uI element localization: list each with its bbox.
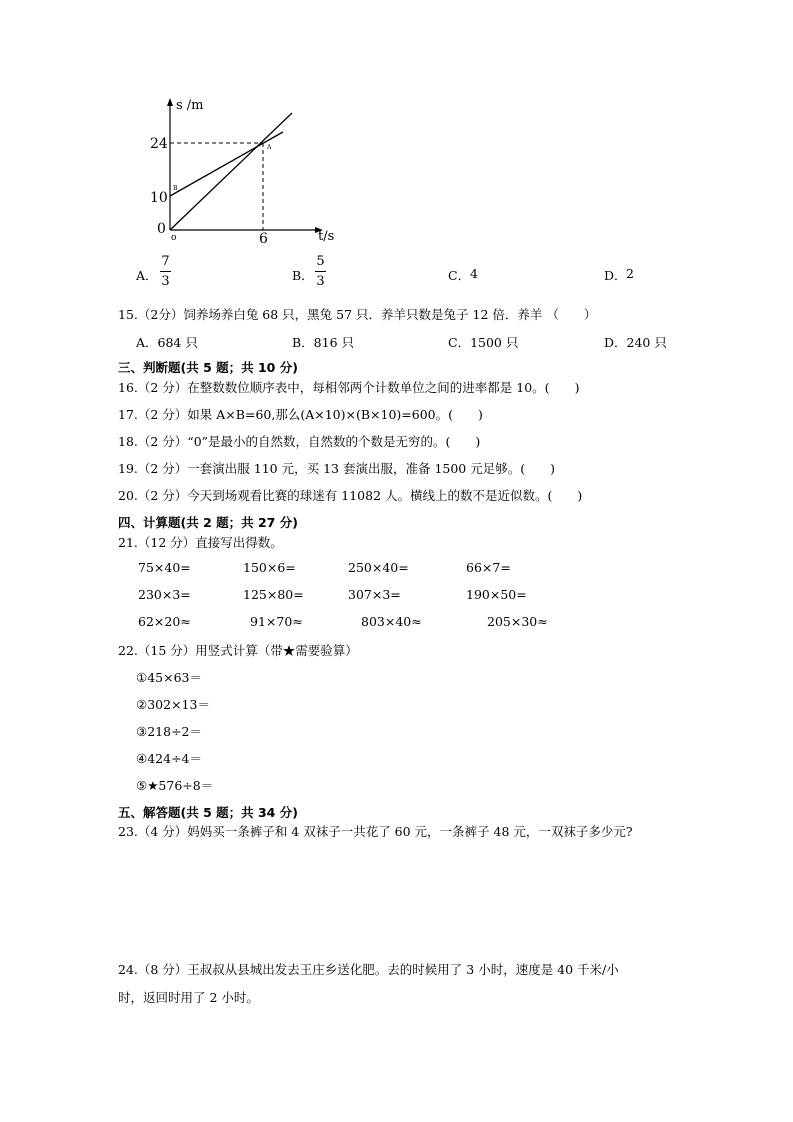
origin-zero: 0 <box>157 221 166 237</box>
q16: 16.（2 分）在整数数位顺序表中，每相邻两个计数单位之间的进率都是 10。( ) <box>118 380 580 395</box>
q15-option-b: B．816 只 <box>292 335 355 350</box>
q21-item: 230×3= <box>138 587 191 602</box>
q21-item: 307×3= <box>348 587 401 602</box>
q21-item: 75×40= <box>138 560 191 575</box>
q21-item: 91×70≈ <box>250 614 303 629</box>
q21-title: 21.（12 分）直接写出得数。 <box>118 535 283 550</box>
section-4-title: 四、计算题(共 2 题；共 27 分) <box>118 515 298 530</box>
q23: 23.（4 分）妈妈买一条裤子和 4 双袜子一共花了 60 元，一条裤子 48 元，一双袜子多少元? <box>118 824 633 839</box>
q15-question: 15.（2分）饲养场养白兔 68 只，黑兔 57 只．养羊只数是兔子 12 倍．养羊 （ ） <box>118 307 597 322</box>
q18: 18.（2 分）“0”是最小的自然数，自然数的个数是无穷的。( ) <box>118 434 481 449</box>
q20: 20.（2 分）今天到场观看比赛的球迷有 11082 人。横线上的数不是近似数。( ) <box>118 488 583 503</box>
line-from-origin <box>170 113 292 230</box>
q21-item: 150×6= <box>243 560 296 575</box>
point-b-label: B <box>173 185 178 192</box>
q17: 17.（2 分）如果 A×B=60,那么(A×10)×(B×10)=600。( ) <box>118 407 483 422</box>
x-axis-label: t/s <box>318 229 335 244</box>
q14-option-d-value: 2 <box>626 266 634 281</box>
q19: 19.（2 分）一套演出服 110 元，买 13 套演出服，准备 1500 元足够。( ) <box>118 461 555 476</box>
q14-option-a-letter: A． <box>136 268 158 283</box>
q21-item: 250×40= <box>348 560 409 575</box>
q15-option-c: C．1500 只 <box>448 335 519 350</box>
y-axis-label: s /m <box>176 98 204 113</box>
q22-item: ④424÷4＝ <box>136 751 202 766</box>
q15-option-d: D．240 只 <box>604 335 667 350</box>
x-tick-6: 6 <box>259 231 268 245</box>
q14-option-a-denominator: 3 <box>161 274 170 289</box>
q22-item: ②302×13＝ <box>136 697 210 712</box>
fraction-bar <box>160 271 171 272</box>
q14-option-c-letter: C． <box>448 268 471 283</box>
y-tick-24: 24 <box>150 136 168 152</box>
q14-option-b-letter: B． <box>292 268 314 283</box>
q14-option-d-letter: D． <box>604 268 627 283</box>
q21-item: 803×40≈ <box>361 614 422 629</box>
q14-option-b-denominator: 3 <box>316 274 325 289</box>
q15-option-a: A．684 只 <box>136 335 198 350</box>
q24-line-2: 时，返回时用了 2 小时。 <box>118 990 259 1005</box>
q22-item: ①45×63＝ <box>136 670 202 685</box>
q14-option-a-fraction <box>160 255 171 288</box>
q14-option-b-fraction <box>315 255 326 288</box>
line-from-b <box>170 132 283 196</box>
q21-item: 190×50= <box>466 587 527 602</box>
q22-title: 22.（15 分）用竖式计算（带★需要验算） <box>118 643 358 658</box>
y-axis-arrow <box>167 98 173 106</box>
y-tick-10: 10 <box>150 190 168 206</box>
q21-item: 62×20≈ <box>138 614 191 629</box>
q14-option-a-numerator: 7 <box>161 254 170 269</box>
section-3-title: 三、判断题(共 5 题；共 10 分) <box>118 360 298 375</box>
q22-item: ③218÷2＝ <box>136 724 202 739</box>
q21-item: 125×80= <box>243 587 304 602</box>
q21-item: 66×7= <box>466 560 511 575</box>
q14-option-b-numerator: 5 <box>316 254 325 269</box>
distance-time-graph <box>140 95 340 245</box>
point-a-label: A <box>267 144 272 151</box>
q14-option-c-value: 4 <box>470 266 478 281</box>
q24-line-1: 24.（8 分）王叔叔从县城出发去王庄乡送化肥。去的时候用了 3 小时，速度是 40 千米/小 <box>118 962 619 977</box>
section-5-title: 五、解答题(共 5 题；共 34 分) <box>118 805 298 820</box>
origin-o: o <box>171 233 177 243</box>
fraction-bar <box>315 271 326 272</box>
q21-item: 205×30≈ <box>487 614 548 629</box>
q22-item: ⑤★576÷8＝ <box>136 778 214 793</box>
